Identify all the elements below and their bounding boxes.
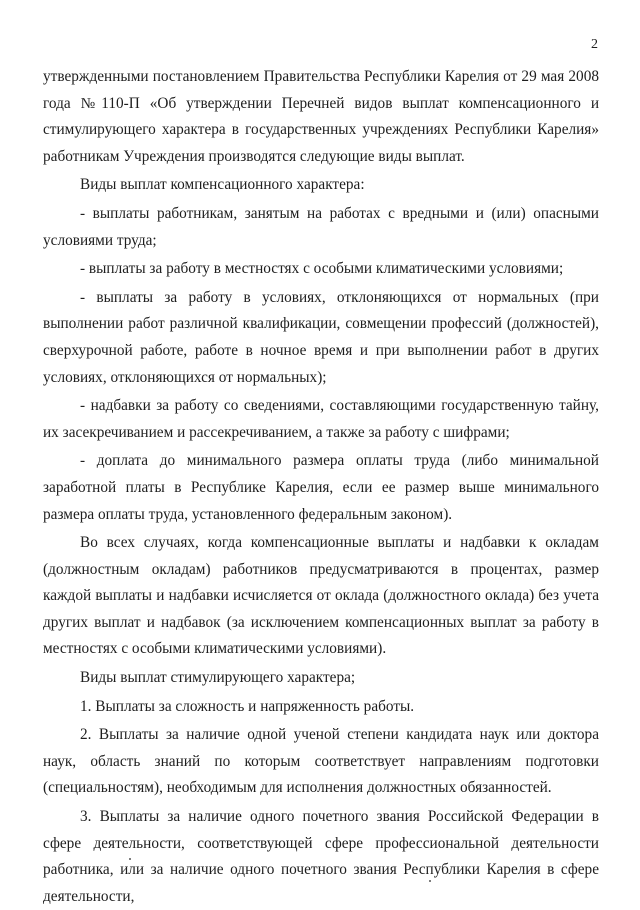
list-item-climatic-conditions: - выплаты за работу в местностях с особыми климатическими условиями; xyxy=(80,260,564,278)
paragraph-incentive-heading: Виды выплат стимулирующего характера; xyxy=(80,669,356,687)
paragraph-compensation-heading: Виды выплат компенсационного характера: xyxy=(80,176,365,194)
document-body xyxy=(43,64,599,910)
list-item-minimum-wage: - доплата до минимального размера оплаты труда (либо минимальной заработной платы в Республике Карелия, если ее размер выше минимального размера оплаты труда, установленного федеральным законом). xyxy=(43,452,599,523)
page-number: 2 xyxy=(591,37,598,52)
scan-speck xyxy=(429,880,431,882)
paragraph-percentage-rule: Во всех случаях, когда компенсационные выплаты и надбавки к окладам (должностным окладам) работников предусматриваются в процентах, размер каждой выплаты и надбавки исчисляется от оклада (должностного оклада) без учета других выплат и надбавок (за исключением компенсационных выплат за работу в местностях с особыми климатическими условиями). xyxy=(43,534,599,658)
list-item-hazardous-conditions: - выплаты работникам, занятым на работах с вредными и (или) опасными условиями труда; xyxy=(43,204,599,249)
list-item-honorary-title: 3. Выплаты за наличие одного почетного звания Российской Федерации в сфере деятельности, соответствующей сфере профессиональной деятельности работника, или за наличие одного почетного звания Республики Карелия в сфере деятельности, xyxy=(43,808,599,905)
list-item-academic-degree: 2. Выплаты за наличие одной ученой степени кандидата наук или доктора наук, область знаний по которым соответствует направлениям подготовки (специальностям), необходимым для исполнения должностных обязанностей. xyxy=(43,726,599,797)
list-item-state-secret: - надбавки за работу со сведениями, составляющими государственную тайну, их засекречиванием и рассекречиванием, а также за работу с шифрами; xyxy=(43,397,599,441)
paragraph-intro: утвержденными постановлением Правительства Республики Карелия от 29 мая 2008 года №110-П «Об утверждении Перечней видов выплат компенсационного и стимулирующего характера в государственных учреждениях Республики Карелия» работникам Учреждения производятся следующие виды выплат. xyxy=(43,68,599,165)
scan-speck xyxy=(129,858,131,860)
list-item-abnormal-conditions: - выплаты за работу в условиях, отклоняющихся от нормальных (при выполнении работ различной квалификации, совмещении профессий (должностей), сверхурочной работе, работе в ночное время и при выполнении работ в других условиях, отклоняющихся от нормальных); xyxy=(43,288,599,386)
list-item-complexity: 1. Выплаты за сложность и напряженность работы. xyxy=(80,697,415,715)
